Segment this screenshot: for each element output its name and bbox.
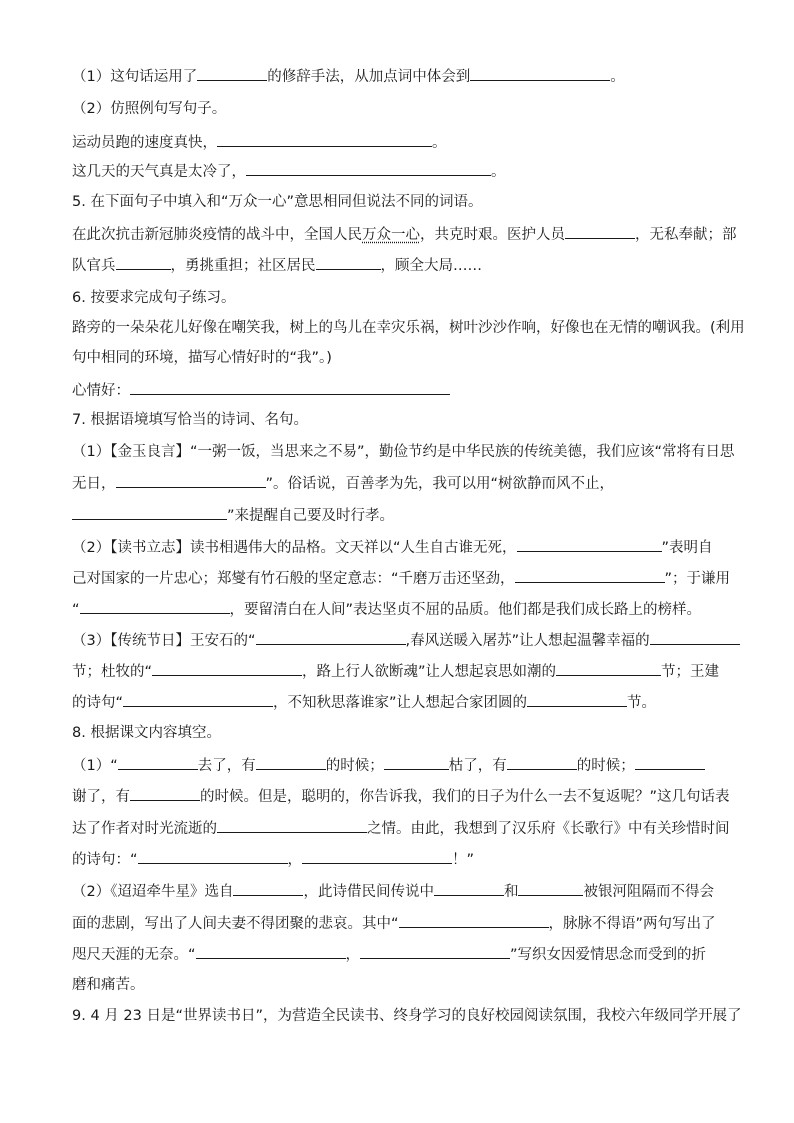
text-segment: 的诗句：“	[72, 852, 138, 868]
text-line	[72, 881, 714, 902]
text-segment: ，无私奉献；部	[635, 227, 737, 243]
answer-blank[interactable]	[256, 630, 406, 645]
answer-blank[interactable]	[515, 568, 665, 583]
text-line	[72, 442, 735, 462]
answer-blank[interactable]	[197, 66, 267, 81]
text-line	[72, 723, 221, 743]
answer-blank[interactable]	[399, 913, 549, 928]
text-segment: ，路上行人欲断魂”让人想起哀思如潮的	[302, 664, 557, 680]
text-segment: ，	[345, 947, 361, 963]
text-segment: 。	[610, 69, 625, 85]
text-segment: ”；于谦用	[664, 571, 731, 587]
text-segment: 。	[491, 164, 506, 180]
text-line	[72, 599, 701, 620]
text-segment: 被银河阻隔而不得会	[583, 884, 714, 900]
text-segment: 8. 根据课文内容填空。	[72, 725, 221, 741]
text-segment: ，要留清白在人间”表达坚贞不屈的品质。他们都是我们成长路上的榜样。	[229, 602, 702, 618]
text-line	[72, 473, 614, 494]
text-segment: 达了作者对时光流逝的	[72, 821, 217, 837]
text-segment: 磨和痛苦。	[72, 977, 145, 993]
text-line	[72, 132, 447, 153]
text-segment: ，勇挑重担；社区居民	[170, 258, 316, 274]
text-segment: （1）“	[72, 758, 118, 774]
text-segment: ，此诗借民间传说中	[303, 884, 434, 900]
answer-blank[interactable]	[152, 661, 302, 676]
answer-blank[interactable]	[518, 881, 583, 896]
emphasis-dotted-text: 万众一心	[362, 227, 420, 243]
text-segment: 面的悲剧，写出了人间夫妻不得团聚的悲哀。其中“	[72, 916, 399, 932]
text-segment: （2）仿照例句写句子。	[72, 101, 227, 117]
text-line	[72, 630, 740, 651]
text-segment: 无日，	[72, 476, 116, 492]
text-segment: （1）【金玉良言】“一粥一饭，当思来之不易”，勤俭节约是中华民族的传统美德，我们应该“常将有日思	[72, 444, 735, 460]
answer-blank[interactable]	[384, 755, 449, 770]
text-segment: ！”	[452, 852, 475, 868]
answer-blank[interactable]	[233, 881, 303, 896]
text-segment: ”。俗话说，百善孝为先，我可以用“树欲静而风不止，	[265, 476, 615, 492]
answer-blank[interactable]	[217, 818, 367, 833]
answer-blank[interactable]	[116, 473, 266, 488]
text-segment: 7. 根据语境填写恰当的诗词、名句。	[72, 412, 308, 428]
text-line	[72, 537, 713, 558]
text-segment: ”表明自	[661, 540, 713, 556]
answer-blank[interactable]	[130, 380, 450, 395]
answer-blank[interactable]	[565, 224, 635, 239]
text-line	[72, 288, 235, 308]
answer-blank[interactable]	[130, 786, 200, 801]
text-line	[72, 348, 332, 368]
answer-blank[interactable]	[72, 505, 227, 520]
text-segment: 谢了，有	[72, 789, 130, 805]
text-segment: 队官兵	[72, 258, 116, 274]
text-line	[72, 568, 730, 589]
text-segment: 的时候；	[325, 758, 384, 774]
answer-blank[interactable]	[635, 755, 705, 770]
text-segment: ”写织女因爱情思念而受到的折	[510, 947, 707, 963]
text-line	[72, 1006, 741, 1026]
text-segment: （2）【读书立志】读书相遇伟大的品格。文天祥以“人生自古谁无死，	[72, 540, 517, 556]
answer-blank[interactable]	[434, 881, 504, 896]
text-segment: 咫尺天涯的无奈。“	[72, 947, 196, 963]
text-segment: 5. 在下面句子中填入和“万众一心”意思相同但说法不同的词语。	[72, 194, 483, 210]
text-segment: 己对国家的一片忠心；郑燮有竹石般的坚定意志：“千磨万击还坚劲，	[72, 571, 515, 587]
answer-blank[interactable]	[123, 692, 273, 707]
text-segment: 节；杜牧的“	[72, 664, 153, 680]
text-segment: 的修辞手法，从加点词中体会到	[267, 69, 471, 85]
answer-blank[interactable]	[217, 132, 432, 147]
text-line	[72, 410, 308, 430]
answer-blank[interactable]	[507, 755, 577, 770]
text-line	[72, 692, 656, 713]
text-segment: ，脉脉不得语”两句写出了	[548, 916, 716, 932]
text-line	[72, 99, 226, 119]
answer-blank[interactable]	[650, 630, 740, 645]
answer-blank[interactable]	[302, 849, 452, 864]
text-segment: 句中相同的环境，描写心情好时的“我”。)	[72, 350, 332, 366]
text-line	[72, 786, 730, 807]
text-line	[72, 224, 737, 245]
answer-blank[interactable]	[470, 66, 610, 81]
text-segment: 在此次抗击新冠肺炎疫情的战斗中，全国人民	[72, 227, 362, 243]
answer-blank[interactable]	[527, 692, 627, 707]
text-line	[72, 913, 716, 934]
text-segment: 9. 4 月 23 日是“世界读书日”，为营造全民读书、终身学习的良好校园阅读氛围，我校六年级同学开展了	[72, 1008, 742, 1024]
answer-blank[interactable]	[138, 849, 288, 864]
text-segment: 的时候。但是，聪明的，你告诉我，我们的日子为什么一去不复返呢？”这几句话表	[200, 789, 730, 805]
answer-blank[interactable]	[118, 755, 198, 770]
text-segment: 心情好：	[72, 383, 130, 399]
text-segment: 这几天的天气真是太冷了，	[72, 164, 246, 180]
text-segment: ，顾全大局……	[380, 258, 482, 274]
text-line	[72, 66, 625, 87]
text-segment: 6. 按要求完成句子练习。	[72, 290, 236, 306]
text-segment: ,春风送暖入屠苏”让人想起温馨幸福的	[405, 633, 650, 649]
answer-blank[interactable]	[360, 944, 510, 959]
text-segment: 和	[503, 884, 519, 900]
text-segment: 的诗句“	[72, 695, 124, 711]
answer-blank[interactable]	[80, 599, 230, 614]
text-line	[72, 944, 706, 965]
text-line	[72, 818, 730, 839]
text-segment: 节。	[627, 695, 657, 711]
text-segment: ，不知秋思落谁家”让人想起合家团圆的	[273, 695, 528, 711]
text-segment: ，共克时艰。医护人员	[420, 227, 565, 243]
text-line	[72, 255, 482, 276]
answer-blank[interactable]	[556, 661, 661, 676]
text-line	[72, 318, 745, 338]
text-segment: 之情。由此，我想到了汉乐府《长歌行》中有关珍惜时间	[367, 821, 730, 837]
answer-blank[interactable]	[256, 755, 326, 770]
answer-blank[interactable]	[316, 255, 381, 270]
text-line	[72, 755, 705, 776]
text-segment: “	[72, 602, 80, 618]
text-segment: 的时候；	[576, 758, 635, 774]
text-line	[72, 505, 394, 526]
text-line	[72, 849, 474, 870]
text-line	[72, 661, 719, 682]
text-segment: ”来提醒自己要及时行孝。	[227, 508, 395, 524]
text-segment: 节；王建	[661, 664, 720, 680]
text-segment: ，	[287, 852, 303, 868]
answer-blank[interactable]	[196, 944, 346, 959]
text-line	[72, 975, 145, 995]
text-segment: 路旁的一朵朵花儿好像在嘲笑我，树上的鸟儿在幸灾乐祸，树叶沙沙作响，好像也在无情的嘲讽我。(利用	[72, 320, 745, 336]
text-line	[72, 192, 482, 212]
text-segment: （3）【传统节日】王安石的“	[72, 633, 256, 649]
text-segment: （1）这句话运用了	[72, 69, 198, 85]
text-segment: （2）《迢迢牵牛星》选自	[72, 884, 234, 900]
text-segment: 运动员跑的速度真快，	[72, 135, 217, 151]
text-segment: 枯了，有	[448, 758, 507, 774]
answer-blank[interactable]	[246, 161, 491, 176]
text-segment: 去了，有	[197, 758, 256, 774]
text-segment: 。	[432, 135, 447, 151]
text-line	[72, 380, 450, 401]
answer-blank[interactable]	[116, 255, 171, 270]
text-line	[72, 161, 506, 182]
answer-blank[interactable]	[517, 537, 662, 552]
